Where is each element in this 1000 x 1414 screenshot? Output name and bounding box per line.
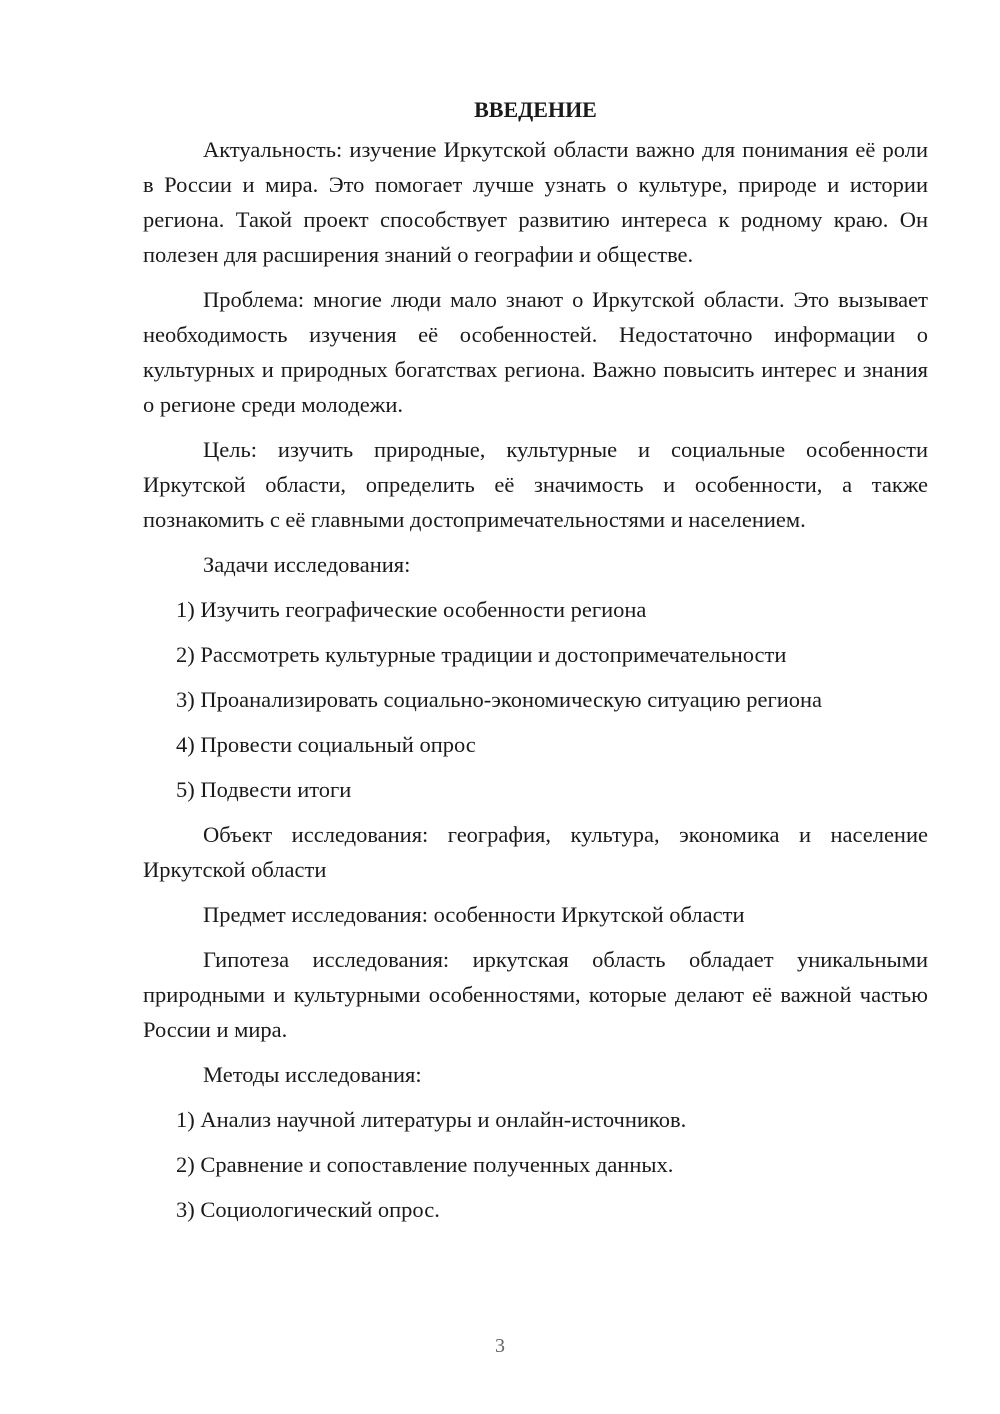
tasks-list bbox=[143, 592, 928, 807]
problem-paragraph: Проблема: многие люди мало знают о Иркутской области. Это вызывает необходимость изучения её особенностей. Недостаточно информации о культурных и природных богатствах региона. Важно повысить интерес и знания о регионе среди молодежи. bbox=[143, 287, 928, 417]
task-item: 1) Изучить географические особенности региона bbox=[176, 597, 647, 622]
object-paragraph: Объект исследования: география, культура, экономика и население Иркутской области bbox=[143, 822, 928, 882]
task-item: 5) Подвести итоги bbox=[176, 777, 352, 802]
task-item: 3) Проанализировать социально-экономическую ситуацию региона bbox=[176, 687, 823, 712]
hypothesis-paragraph: Гипотеза исследования: иркутская область обладает уникальными природными и культурными особенностями, которые делают её важной частью России и мира. bbox=[143, 947, 928, 1042]
page-number: 3 bbox=[495, 1335, 505, 1357]
subject-paragraph: Предмет исследования: особенности Иркутской области bbox=[203, 902, 745, 927]
methods-label: Методы исследования: bbox=[203, 1062, 422, 1087]
goal-paragraph: Цель: изучить природные, культурные и социальные особенности Иркутской области, определить её значимость и особенности, а также познакомить с её главными достопримечательностями и населением. bbox=[143, 437, 928, 532]
method-item: 2) Сравнение и сопоставление полученных данных. bbox=[176, 1152, 674, 1177]
method-item: 3) Социологический опрос. bbox=[176, 1197, 440, 1222]
task-item: 2) Рассмотреть культурные традиции и достопримечательности bbox=[176, 642, 787, 667]
task-item: 4) Провести социальный опрос bbox=[176, 732, 476, 757]
tasks-label: Задачи исследования: bbox=[203, 552, 411, 577]
page-content bbox=[143, 92, 928, 1237]
methods-list bbox=[143, 1102, 928, 1227]
method-item: 1) Анализ научной литературы и онлайн-источников. bbox=[176, 1107, 687, 1132]
relevance-paragraph: Актуальность: изучение Иркутской области важно для понимания её роли в России и мира. Это помогает лучше узнать о культуре, природе и истории региона. Такой проект способствует развитию интереса к родному краю. Он полезен для расширения знаний о географии и обществе. bbox=[143, 137, 928, 267]
section-title: ВВЕДЕНИЕ bbox=[474, 97, 597, 122]
